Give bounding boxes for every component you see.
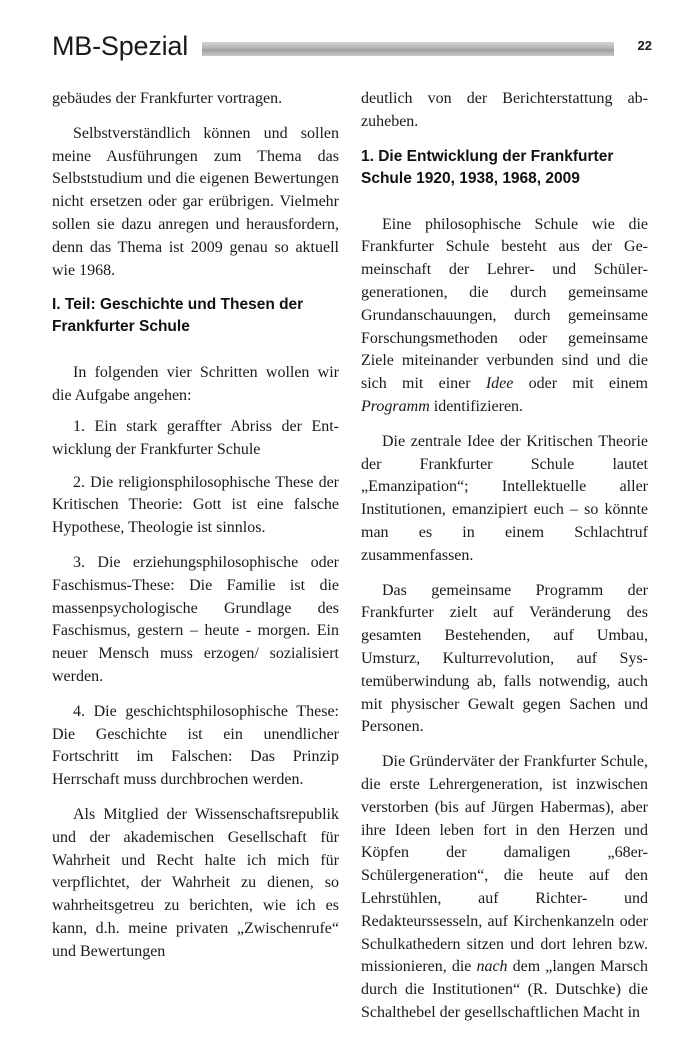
text-run: dem „langen Marsch durch die Institutionen“ (R. Dutschke) die Schalthebel der gesellschaftlichen Macht in (361, 958, 649, 1021)
emphasis: Programm (361, 397, 430, 415)
text-run: oder mit einem (513, 375, 648, 393)
list-item: 2. Die religionsphilosophische These der Kritischen Theorie: Gott ist eine falsche Hypothese, Theologie ist sinnlos. (52, 473, 339, 537)
paragraph: deutlich von der Berichterstattung abzuheben. (361, 90, 648, 130)
list-item: 1. Ein stark geraffter Abriss der Entwicklung der Frankfurter Schule (52, 417, 339, 458)
paragraph: Die zentrale Idee der Kritischen Theorie der Frankfurter Schule lautet „Emanzipation“; Intellektuelle aller Institutionen, emanzipiert euch – so könnte man es in einem Schlachtruf zusammenfassen. (361, 432, 648, 564)
emphasis: Idee (485, 375, 514, 393)
paragraph (361, 751, 648, 1025)
page-header (52, 30, 652, 64)
paragraph: In folgenden vier Schritten wollen wir die Aufgabe angehen: (52, 364, 339, 405)
left-column (52, 88, 339, 976)
text-run: identifizieren. (429, 397, 524, 415)
paragraph: gebäudes der Frankfurter vortragen. (52, 90, 283, 107)
publication-title: MB-Spezial (52, 31, 189, 61)
paragraph: Selbstverständlich können und sollen meine Ausführungen zum Thema das Selbststudium und die eigenen Bewertungen nicht ersetzen oder gar erübrigen. Vielmehr sollen sie dazu anregen und herausfordern, denn das Thema ist 2009 genau so aktuell wie 1968. (52, 124, 339, 279)
paragraph: Das gemeinsame Programm der Frankfurter zielt auf Veränderung des gesamten Bestehenden, auf Umbau, Umsturz, Kulturrevolution, auf Systemüberwindung ab, falls notwendig, auch mit physischer Gewalt gegen Sachen und Personen. (361, 581, 648, 736)
section-heading: I. Teil: Geschichte und Thesen der Frankfurter Schule (52, 296, 304, 336)
list-item: 4. Die geschichtsphilosophische These: Die Geschichte ist ein unendlicher Fortschritt im Falschen: Das Prinzip Herrschaft muss durchbrochen werden. (52, 702, 339, 789)
text-run: Eine philosophische Schule wie die Frankfurter Schule besteht aus der Gemeinschaft der Lehrer- und Schülergenerationen, die durch gemeinsame Grundanschauungen, durch gemeinsame Forschungsmethoden oder gemeinsame Ziele miteinander verbunden sind und die sich mit einer (361, 215, 648, 393)
right-column (361, 88, 648, 1037)
page-number: 22 (637, 38, 652, 53)
header-decorative-bar (202, 42, 614, 56)
text-run: Die Gründerväter der Frankfurter Schule, die erste Lehrergeneration, ist inzwischen verstorben (bis auf Jürgen Habermas), aber ihre Ideen leben fort in den Herzen und Köpfen der damaligen „68er-Schülergeneration“, die heute auf den Lehrstühlen, auf Richter- und Redakteurssesseln, auf Kirchenkanzeln oder Schulkathedern sitzen und dort lehren bzw. missionieren, die (361, 753, 648, 976)
paragraph: Als Mitglied der Wissenschaftsrepublik und der akademischen Gesellschaft für Wahrheit und Recht halte ich mich für verpflichtet, der Wahrheit zu dienen, so wahrheitsgetreu zu berichten, wie ich es kann, d.h. meine privaten „Zwischenrufe“ und Bewertungen (52, 805, 339, 960)
emphasis: nach (476, 958, 508, 976)
list-item: 3. Die erziehungsphilosophische oder Faschismus-These: Die Familie ist die massenpsychologische Grundlage des Faschismus, gestern – heute - morgen. Ein neuer Mensch muss erzogen/ sozialisiert werden. (52, 553, 339, 685)
section-heading: 1. Die Entwicklung der Frankfurter Schule 1920, 1938, 1968, 2009 (361, 147, 614, 187)
paragraph (361, 214, 648, 419)
